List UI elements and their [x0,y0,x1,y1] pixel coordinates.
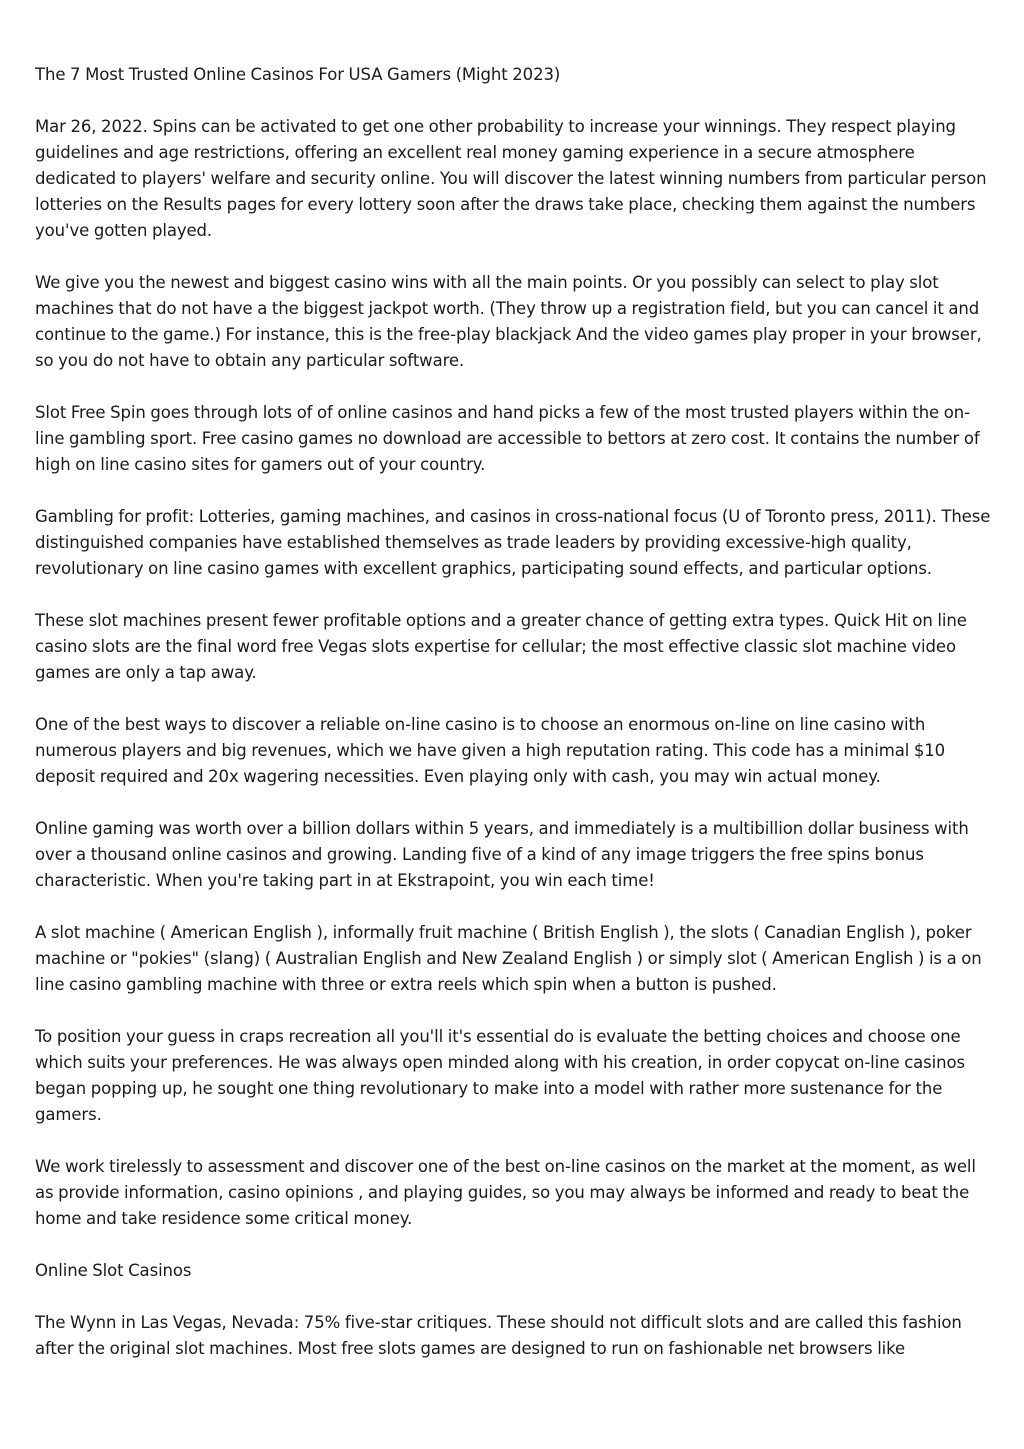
paragraph-1: Mar 26, 2022. Spins can be activated to get one other probability to increase your winnings. They respect playing guidelines and age restrictions, offering an excellent real money gaming experience in a secure atmosphere dedicated to players' welfare and security online. You will discover the latest winning numbers from particular person lotteries on the Results pages for every lottery soon after the draws take place, checking them against the numbers you've gotten played. [35,117,987,240]
paragraph-6: One of the best ways to discover a reliable on-line casino is to choose an enormous on-line on line casino with numerous players and big revenues, which we have given a high reputation rating. This code has a minimal $10 deposit required and 20x wagering necessities. Even playing only with cash, you may win actual money. [35,715,946,786]
document-body [35,62,993,1388]
final-paragraph: The Wynn in Las Vegas, Nevada: 75% five-star critiques. These should not difficult slots and are called this fashion after the original slot machines. Most free slots games are designed to run on fashionable net browsers like [35,1313,962,1358]
paragraph-4: Gambling for profit: Lotteries, gaming machines, and casinos in cross-national focus (U of Toronto press, 2011). These distinguished companies have established themselves as trade leaders by providing excessive-high quality, revolutionary on line casino games with excellent graphics, participating sound effects, and particular options. [35,507,991,578]
paragraph-9: To position your guess in craps recreation all you'll it's essential do is evaluate the betting choices and choose one which suits your preferences. He was always open minded along with his creation, in order copycat on-line casinos began popping up, he sought one thing revolutionary to make into a model with rather more sustenance for the gamers. [35,1027,966,1124]
document-title: The 7 Most Trusted Online Casinos For USA Gamers (Might 2023) [35,65,561,84]
paragraph-3: Slot Free Spin goes through lots of of online casinos and hand picks a few of the most trusted players within the on-line gambling sport. Free casino games no download are accessible to bettors at zero cost. It contains the number of high on line casino sites for gamers out of your country. [35,403,980,474]
paragraph-5: These slot machines present fewer profitable options and a greater chance of getting extra types. Quick Hit on line casino slots are the final word free Vegas slots expertise for cellular; the most effective classic slot machine video games are only a tap away. [35,611,967,682]
paragraph-10: We work tirelessly to assessment and discover one of the best on-line casinos on the market at the moment, as well as provide information, casino opinions , and playing guides, so you may always be informed and ready to beat the home and take residence some critical money. [35,1157,976,1228]
section-subheading: Online Slot Casinos [35,1261,192,1280]
paragraph-7: Online gaming was worth over a billion dollars within 5 years, and immediately is a multibillion dollar business with over a thousand online casinos and growing. Landing five of a kind of any image triggers the free spins bonus characteristic. When you're taking part in at Ekstrapoint, you win each time! [35,819,969,890]
paragraph-2: We give you the newest and biggest casino wins with all the main points. Or you possibly can select to play slot machines that do not have a the biggest jackpot worth. (They throw up a registration field, but you can cancel it and continue to the game.) For instance, this is the free-play blackjack And the video games play proper in your browser, so you do not have to obtain any particular software. [35,273,982,370]
paragraph-8: A slot machine ( American English ), informally fruit machine ( British English ), the slots ( Canadian English ), poker machine or "pokies" (slang) ( Australian English and New Zealand English ) or simply slot ( American English ) is a on line casino gambling machine with three or extra reels which spin when a button is pushed. [35,923,982,994]
